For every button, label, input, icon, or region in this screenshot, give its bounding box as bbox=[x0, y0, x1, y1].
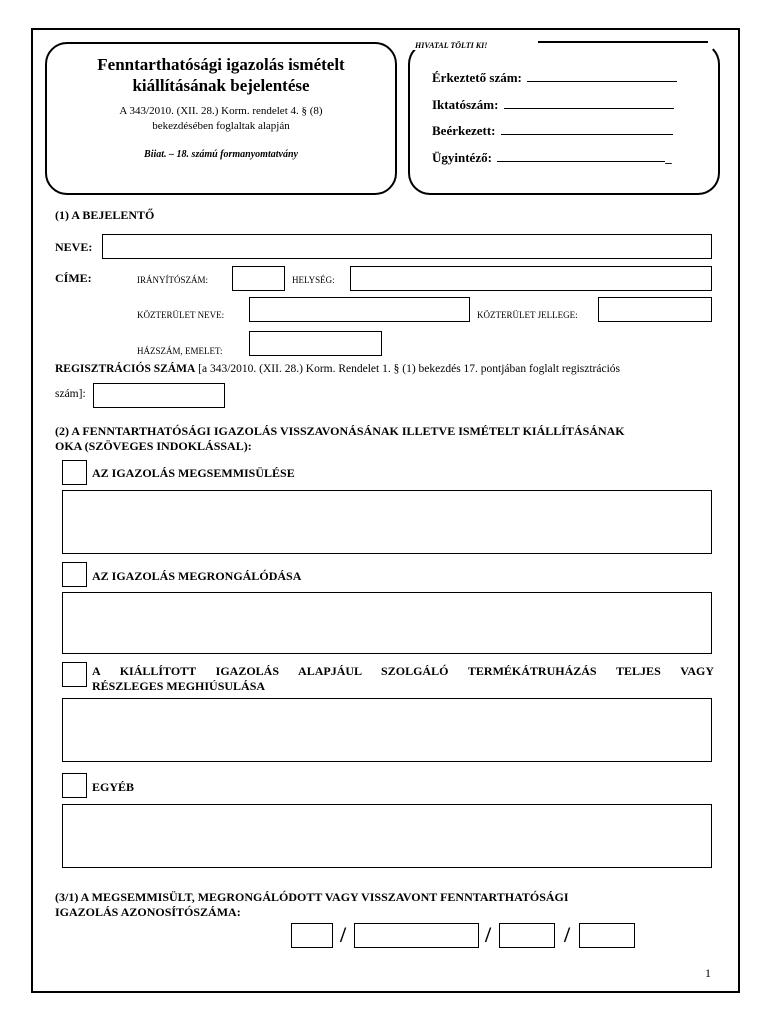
section2-heading bbox=[55, 424, 715, 454]
street-type-label: KÖZTERÜLET JELLEGE: bbox=[477, 310, 578, 320]
city-label: HELYSÉG: bbox=[292, 275, 335, 285]
street-input[interactable] bbox=[249, 297, 470, 322]
arrival-label: Érkeztető szám: bbox=[432, 70, 522, 85]
transfer-failed-reason-textarea[interactable] bbox=[62, 698, 712, 762]
filing-input[interactable] bbox=[504, 96, 674, 109]
id-separator-1: / bbox=[340, 922, 347, 947]
filing-field bbox=[432, 96, 674, 113]
option-transfer-failed-line2: RÉSZLEGES MEGHIÚSULÁSA bbox=[92, 679, 266, 693]
certificate-id-part3[interactable] bbox=[499, 923, 555, 948]
certificate-id-part4[interactable] bbox=[579, 923, 635, 948]
postcode-input[interactable] bbox=[232, 266, 285, 291]
id-separator-3: / bbox=[564, 922, 571, 947]
legal-reference-line1: A 343/2010. (XII. 28.) Korm. rendelet 4. § (8) bbox=[119, 105, 323, 117]
option-damaged-label: AZ IGAZOLÁS MEGRONGÁLÓDÁSA bbox=[92, 569, 302, 583]
section2-heading-line1: (2) A FENNTARTHATÓSÁGI IGAZOLÁS VISSZAVONÁSÁNAK ILLETVE ISMÉTELT KIÁLLÍTÁSÁNAK bbox=[55, 424, 625, 438]
registration-line2: szám]: bbox=[55, 388, 86, 400]
registration-input[interactable] bbox=[93, 383, 225, 408]
registration-text bbox=[55, 363, 620, 375]
checkbox-transfer-failed[interactable] bbox=[62, 662, 87, 687]
certificate-id-part1[interactable] bbox=[291, 923, 333, 948]
certificate-id-part2[interactable] bbox=[354, 923, 479, 948]
received-label: Beérkezett: bbox=[432, 123, 496, 138]
page-number: 1 bbox=[705, 966, 711, 980]
registration-legal-ref: [a 343/2010. (XII. 28.) Korm. Rendelet 1. § (1) bekezdés 17. pontjában foglalt regisztrációs bbox=[195, 363, 621, 375]
legal-reference bbox=[45, 104, 397, 134]
id-separator-2: / bbox=[485, 922, 492, 947]
received-input[interactable] bbox=[501, 122, 673, 135]
handler-input[interactable] bbox=[497, 149, 665, 162]
section1-heading: (1) A BEJELENTŐ bbox=[55, 208, 155, 222]
other-reason-textarea[interactable] bbox=[62, 804, 712, 868]
received-field bbox=[432, 122, 673, 139]
destroyed-reason-textarea[interactable] bbox=[62, 490, 712, 554]
registration-label: REGISZTRÁCIÓS SZÁMA bbox=[55, 363, 196, 375]
form-code: Biiat. – 18. számú formanyomtatvány bbox=[144, 149, 298, 160]
option-destroyed-label: AZ IGAZOLÁS MEGSEMMISÜLÉSE bbox=[92, 466, 295, 480]
filing-label: Iktatószám: bbox=[432, 97, 499, 112]
section2-heading-line2: OKA (SZÖVEGES INDOKLÁSSAL): bbox=[55, 439, 252, 453]
handler-suffix: _ bbox=[665, 150, 672, 165]
postcode-label: IRÁNYÍTÓSZÁM: bbox=[137, 275, 208, 285]
option-transfer-failed-line1: A KIÁLLÍTOTT IGAZOLÁS ALAPJÁUL SZOLGÁLÓ TERMÉKÁTRUHÁZÁS TELJES VAGY bbox=[92, 664, 714, 678]
legal-reference-line2: bekezdésében foglaltak alapján bbox=[152, 120, 290, 132]
checkbox-other[interactable] bbox=[62, 773, 87, 798]
damaged-reason-textarea[interactable] bbox=[62, 592, 712, 654]
form-title-line1: Fenntarthatósági igazolás ismételt bbox=[97, 55, 345, 74]
street-type-input[interactable] bbox=[598, 297, 712, 322]
name-label: NEVE: bbox=[55, 240, 93, 254]
section3-heading-line1: (3/1) A MEGSEMMISÜLT, MEGRONGÁLÓDOTT VAGY VISSZAVONT FENNTARTHATÓSÁGI bbox=[55, 890, 569, 904]
checkbox-destroyed[interactable] bbox=[62, 460, 87, 485]
street-label: KÖZTERÜLET NEVE: bbox=[137, 310, 225, 320]
checkbox-damaged[interactable] bbox=[62, 562, 87, 587]
option-transfer-failed-label bbox=[92, 664, 714, 694]
handler-field bbox=[432, 149, 672, 166]
office-heading: HIVATAL TÖLTI KI! bbox=[412, 41, 490, 50]
form-title bbox=[45, 54, 397, 96]
form-title-line2: kiállításának bejelentése bbox=[132, 76, 310, 95]
section3-heading-line2: IGAZOLÁS AZONOSÍTÓSZÁMA: bbox=[55, 905, 241, 919]
name-input[interactable] bbox=[102, 234, 712, 259]
office-box bbox=[408, 42, 720, 195]
arrival-input[interactable] bbox=[527, 69, 677, 82]
house-input[interactable] bbox=[249, 331, 382, 356]
office-top-line bbox=[538, 41, 708, 43]
arrival-field bbox=[432, 69, 677, 86]
city-input[interactable] bbox=[350, 266, 712, 291]
house-label: HÁZSZÁM, EMELET: bbox=[137, 346, 223, 356]
handler-label: Ügyintéző: bbox=[432, 150, 492, 165]
option-other-label: EGYÉB bbox=[92, 780, 135, 794]
section3-heading bbox=[55, 890, 569, 920]
address-label: CÍME: bbox=[55, 271, 92, 285]
